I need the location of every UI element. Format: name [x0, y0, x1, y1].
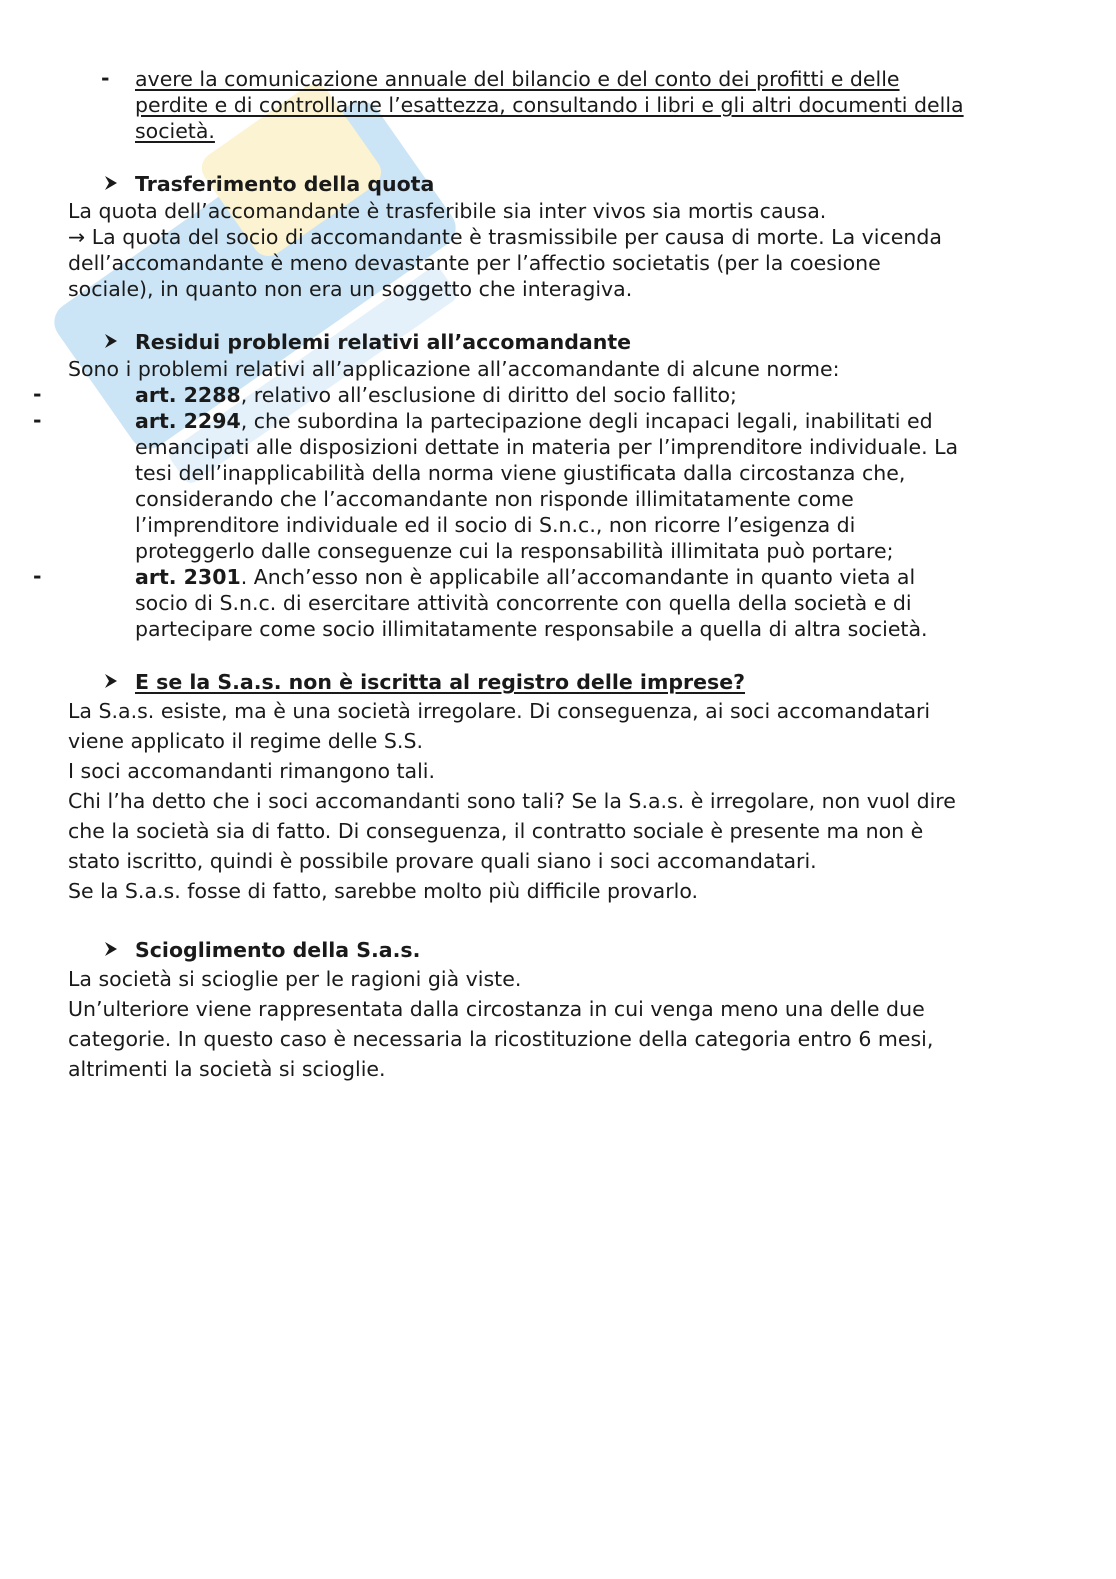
- list-item-top: [68, 66, 1058, 144]
- text-line: La società si scioglie per le ragioni già viste.: [68, 967, 522, 991]
- article-ref: art. 2301: [135, 565, 241, 589]
- text-line: proteggerlo dalle conseguenze cui la responsabilità illimitata può portare;: [135, 539, 894, 563]
- text-line: categorie. In questo caso è necessaria la ricostituzione della categoria entro 6 mesi,: [68, 1027, 934, 1051]
- text-line: considerando che l’accomandante non risponde illimitatamente come: [135, 487, 854, 511]
- text-line: Un’ulteriore viene rappresentata dalla circostanza in cui venga meno una delle due: [68, 997, 925, 1021]
- section-heading-trasferimento: Trasferimento della quota: [68, 170, 1058, 198]
- arrowhead-bullet-icon: [101, 173, 121, 193]
- text-line: art. 2294, che subordina la partecipazione degli incapaci legali, inabilitati ed: [135, 409, 933, 433]
- text-line: tesi dell’inapplicabilità della norma viene giustificata dalla circostanza che,: [135, 461, 906, 485]
- text-line: società.: [135, 119, 215, 143]
- section-heading-residui-problemi: Residui problemi relativi all’accomandante: [68, 328, 1058, 356]
- text-line: partecipare come socio illimitatamente responsabile a quella di altra società.: [135, 617, 928, 641]
- text-line: → La quota del socio di accomandante è trasmissibile per causa di morte. La vicenda: [68, 225, 942, 249]
- text-line: dell’accomandante è meno devastante per l’affectio societatis (per la coesione: [68, 251, 881, 275]
- text-line: che la società sia di fatto. Di conseguenza, il contratto sociale è presente ma non è: [68, 819, 924, 843]
- text-line: avere la comunicazione annuale del bilancio e del conto dei profitti e delle: [135, 67, 900, 91]
- list-dash: -: [33, 382, 42, 406]
- text-line: sociale), in quanto non era un soggetto che interagiva.: [68, 277, 633, 301]
- text-line: stato iscritto, quindi è possibile provare quali siano i soci accomandatari.: [68, 849, 817, 873]
- text-line: Chi l’ha detto che i soci accomandanti sono tali? Se la S.a.s. è irregolare, non vuol dire: [68, 789, 956, 813]
- text-line: emancipati alle disposizioni dettate in materia per l’imprenditore individuale. La: [135, 435, 959, 459]
- arrowhead-bullet-icon: [101, 671, 121, 691]
- text-line: l’imprenditore individuale ed il socio di S.n.c., non ricorre l’esigenza di: [135, 513, 856, 537]
- text-line: altrimenti la società si scioglie.: [68, 1057, 386, 1081]
- list-item-art-2288: [33, 382, 1058, 408]
- text-line: art. 2288, relativo all’esclusione di diritto del socio fallito;: [135, 383, 737, 407]
- arrowhead-bullet-icon: [101, 939, 121, 959]
- section-heading-scioglimento: Scioglimento della S.a.s.: [68, 936, 1058, 964]
- text-line: Se la S.a.s. fosse di fatto, sarebbe molto più difficile provarlo.: [68, 879, 699, 903]
- text-line: socio di S.n.c. di esercitare attività concorrente con quella della società e di: [135, 591, 912, 615]
- document-content: [33, 66, 1058, 1084]
- text-line: art. 2301. Anch’esso non è applicabile all’accomandante in quanto vieta al: [135, 565, 916, 589]
- text-line: La S.a.s. esiste, ma è una società irregolare. Di conseguenza, ai soci accomandatari: [68, 699, 931, 723]
- arrowhead-bullet-icon: [101, 331, 121, 351]
- text-line: perdite e di controllarne l’esattezza, consultando i libri e gli altri documenti della: [135, 93, 964, 117]
- article-ref: art. 2294: [135, 409, 241, 433]
- list-dash: -: [33, 408, 42, 432]
- text-line: viene applicato il regime delle S.S.: [68, 729, 423, 753]
- list-dash: -: [101, 66, 110, 90]
- list-dash: -: [33, 564, 42, 588]
- list-item-art-2294: [33, 408, 1058, 564]
- section-heading-sas-non-iscritta: E se la S.a.s. non è iscritta al registro delle imprese?: [68, 668, 1058, 696]
- list-item-art-2301: [33, 564, 1058, 642]
- text-line: La quota dell’accomandante è trasferibile sia inter vivos sia mortis causa.: [68, 199, 827, 223]
- article-ref: art. 2288: [135, 383, 241, 407]
- text-line: Sono i problemi relativi all’applicazione all’accomandante di alcune norme:: [68, 357, 840, 381]
- text-line: I soci accomandanti rimangono tali.: [68, 759, 436, 783]
